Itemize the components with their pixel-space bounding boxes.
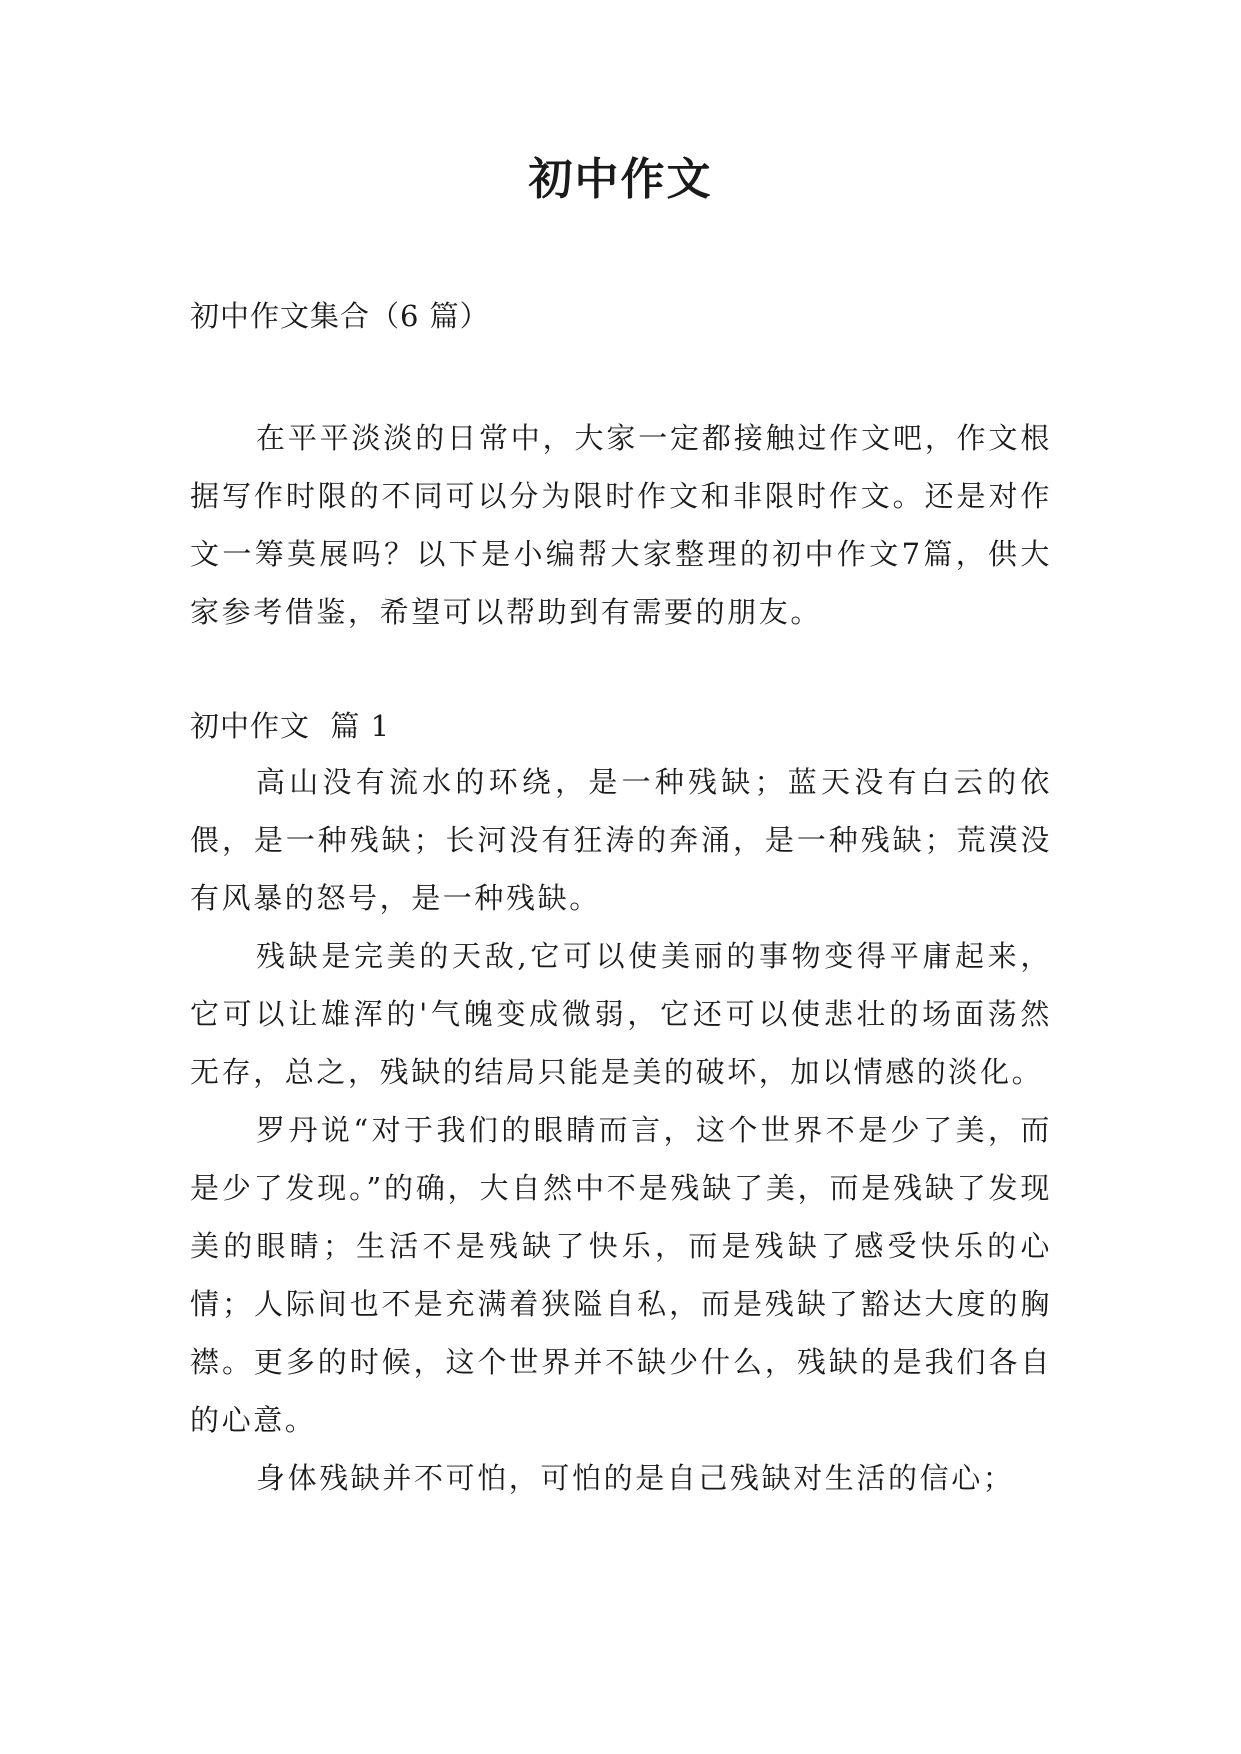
essay-paragraph: 罗丹说“对于我们的眼睛而言，这个世界不是少了美，而是少了发现。”的确，大自然中不是残缺了美，而是残缺了发现美的眼睛；生活不是残缺了快乐，而是残缺了感受快乐的心情；人际间也不是充满着狭隘自私，而是残缺了豁达大度的胸襟。更多的时候，这个世界并不缺少什么，残缺的是我们各自的心意。 [190, 1113, 1052, 1437]
essay-body [190, 753, 1052, 1507]
intro-paragraph: 在平平淡淡的日常中，大家一定都接触过作文吧，作文根据写作时限的不同可以分为限时作文和非限时作文。还是对作文一筹莫展吗？以下是小编帮大家整理的初中作文7篇，供大家参考借鉴，希望可以帮助到有需要的朋友。 [190, 421, 1052, 629]
essay-heading: 初中作文 篇 1 [190, 709, 391, 743]
collection-heading: 初中作文集合（6 篇） [190, 299, 490, 333]
essay-paragraph: 身体残缺并不可怕，可怕的是自己残缺对生活的信心； [256, 1461, 1015, 1495]
document-title: 初中作文 [528, 154, 713, 205]
essay-paragraph: 高山没有流水的环绕，是一种残缺；蓝天没有白云的依偎，是一种残缺；长河没有狂涛的奔涌，是一种残缺；荒漠没有风暴的怒号，是一种残缺。 [190, 765, 1052, 915]
essay-paragraph: 残缺是完美的天敌,它可以使美丽的事物变得平庸起来，它可以让雄浑的'气魄变成微弱，它还可以使悲壮的场面荡然无存，总之，残缺的结局只能是美的破坏，加以情感的淡化。 [190, 939, 1052, 1089]
